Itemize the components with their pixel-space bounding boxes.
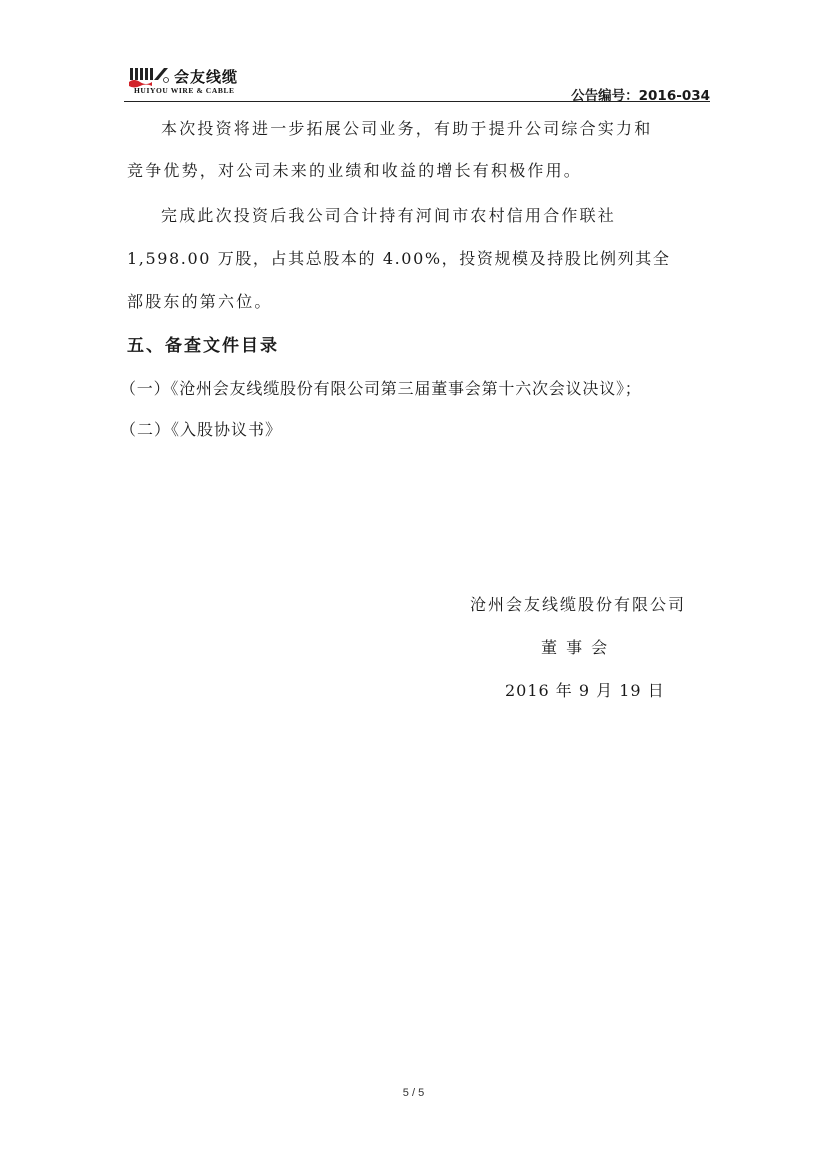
paragraph-line-3: 完成此次投资后我公司合计持有河间市农村信用合作联社: [161, 206, 617, 225]
company-logo: [128, 64, 298, 98]
paragraph-line-5: 部股东的第六位。: [127, 292, 273, 311]
header-divider: [124, 101, 710, 102]
notice-number: 公告编号：2016-034: [571, 88, 710, 104]
reference-item-2: （二）《入股协议书》: [120, 420, 283, 439]
reference-item-1: （一）《沧州会友线缆股份有限公司第三届董事会第十六次会议决议》；: [120, 379, 642, 398]
paragraph-line-1: 本次投资将进一步拓展公司业务，有助于提升公司综合实力和: [161, 119, 653, 138]
paragraph-line-2: 竞争优势，对公司未来的业绩和收益的增长有积极作用。: [127, 161, 583, 180]
signature-date: 2016 年 9 月 19 日: [505, 681, 665, 700]
logo-chinese-name: 会友线缆: [174, 68, 239, 86]
paragraph-line-4: 1,598.00 万股，占其总股本的 4.00%，投资规模及持股比例列其全: [127, 249, 671, 268]
logo-english-name: HUIYOU WIRE & CABLE: [134, 86, 235, 95]
signature-board: 董 事 会: [541, 638, 610, 657]
signature-company: 沧州会友线缆股份有限公司: [470, 595, 687, 614]
page-header: [124, 64, 710, 102]
page-number: 5 / 5: [402, 1087, 425, 1099]
section-heading: 五、备查文件目录: [127, 336, 279, 356]
